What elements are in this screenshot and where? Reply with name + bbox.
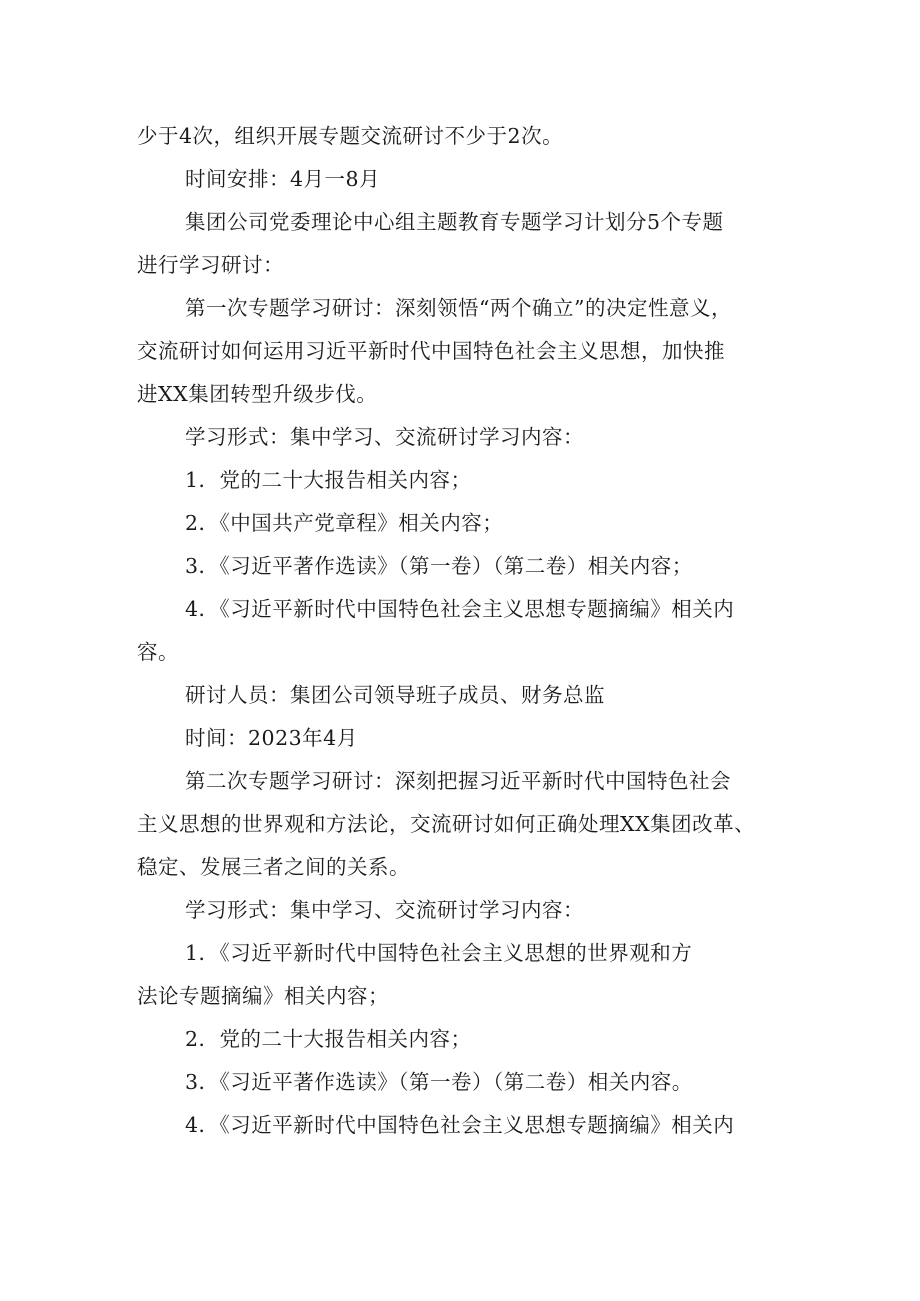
text-line: 进行学习研讨： bbox=[137, 253, 284, 277]
text-line: 学习形式：集中学习、交流研讨学习内容： bbox=[185, 898, 584, 922]
text-line: 学习形式：集中学习、交流研讨学习内容： bbox=[185, 425, 584, 449]
list-item: 2．《中国共产党章程》相关内容； bbox=[185, 511, 504, 535]
text-line: 第一次专题学习研讨：深刻领悟“两个确立”的决定性意义， bbox=[185, 296, 732, 320]
list-item: 3．《习近平著作选读》（第一卷）（第二卷）相关内容； bbox=[185, 554, 693, 578]
list-item: 1．《习近平新时代中国特色社会主义思想的世界观和方 bbox=[185, 941, 693, 965]
text-line: 容。 bbox=[137, 640, 179, 664]
list-item: 1．党的二十大报告相关内容； bbox=[185, 468, 472, 492]
text-line: 交流研讨如何运用习近平新时代中国特色社会主义思想，加快推 bbox=[137, 339, 725, 363]
text-line: 集团公司党委理论中心组主题教育专题学习计划分5个专题 bbox=[185, 210, 724, 234]
list-item: 2．党的二十大报告相关内容； bbox=[185, 1027, 472, 1051]
text-line: 稳定、发展三者之间的关系。 bbox=[137, 855, 410, 879]
list-item: 4．《习近平新时代中国特色社会主义思想专题摘编》相关内 bbox=[185, 1113, 735, 1137]
list-item: 4．《习近平新时代中国特色社会主义思想专题摘编》相关内 bbox=[185, 597, 735, 621]
text-line: 研讨人员：集团公司领导班子成员、财务总监 bbox=[185, 683, 605, 707]
text-line: 进XX集团转型升级步伐。 bbox=[137, 382, 378, 406]
text-line: 主义思想的世界观和方法论，交流研讨如何正确处理XX集团改革、 bbox=[137, 812, 756, 836]
text-line: 少于4次，组织开展专题交流研讨不少于2次。 bbox=[137, 124, 564, 148]
text-line: 时间：2023年4月 bbox=[185, 726, 358, 750]
text-line: 时间安排：4月一8月 bbox=[185, 167, 381, 191]
text-line: 法论专题摘编》相关内容； bbox=[137, 984, 389, 1008]
list-item: 3．《习近平著作选读》（第一卷）（第二卷）相关内容。 bbox=[185, 1070, 693, 1094]
text-line: 第二次专题学习研讨：深刻把握习近平新时代中国特色社会 bbox=[185, 769, 731, 793]
